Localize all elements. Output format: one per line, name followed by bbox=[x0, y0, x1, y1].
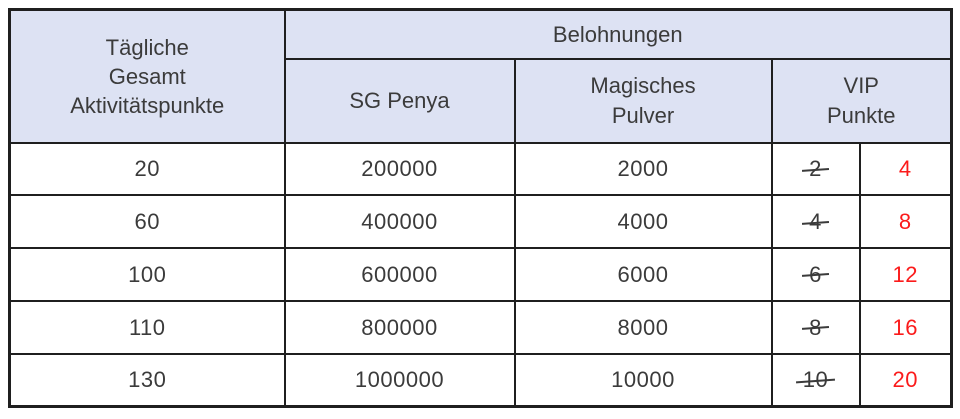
vip-old-cell bbox=[772, 301, 860, 354]
vip-new-cell: 4 bbox=[860, 143, 952, 196]
header-magic-powder bbox=[515, 59, 772, 143]
magic-powder-cell: 4000 bbox=[515, 195, 772, 248]
vip-new-cell: 8 bbox=[860, 195, 952, 248]
points-cell: 130 bbox=[10, 354, 285, 407]
header-daily-line2: Gesamt bbox=[108, 63, 186, 89]
sg-penya-cell: 1000000 bbox=[285, 354, 515, 407]
header-magic-powder-line2: Pulver bbox=[611, 102, 675, 128]
magic-powder-cell: 8000 bbox=[515, 301, 772, 354]
vip-old-cell bbox=[772, 143, 860, 196]
vip-old-value: 10 bbox=[798, 365, 833, 394]
points-cell: 110 bbox=[10, 301, 285, 354]
header-daily-line3: Aktivitätspunkte bbox=[70, 92, 225, 118]
header-vip-line2: Punkte bbox=[827, 102, 896, 128]
header-row-rewards bbox=[10, 10, 952, 59]
points-cell: 60 bbox=[10, 195, 285, 248]
vip-old-value: 2 bbox=[804, 154, 827, 183]
header-vip-line1: VIP bbox=[843, 73, 879, 99]
header-vip-points bbox=[772, 59, 952, 143]
header-sg-penya: SG Penya bbox=[285, 59, 515, 143]
header-rewards: Belohnungen bbox=[285, 10, 952, 59]
vip-old-value: 4 bbox=[804, 207, 827, 236]
magic-powder-cell: 10000 bbox=[515, 354, 772, 407]
vip-old-value: 6 bbox=[804, 260, 827, 289]
vip-new-cell: 20 bbox=[860, 354, 952, 407]
header-magic-powder-line1: Magisches bbox=[590, 73, 696, 99]
sg-penya-cell: 400000 bbox=[285, 195, 515, 248]
magic-powder-cell: 6000 bbox=[515, 248, 772, 301]
vip-old-value: 8 bbox=[804, 313, 827, 342]
sg-penya-cell: 600000 bbox=[285, 248, 515, 301]
table-row bbox=[10, 195, 952, 248]
vip-old-cell bbox=[772, 354, 860, 407]
table-row bbox=[10, 248, 952, 301]
table-row bbox=[10, 354, 952, 407]
header-daily-total-activity-points bbox=[10, 10, 285, 143]
vip-new-cell: 16 bbox=[860, 301, 952, 354]
header-daily-line1: Tägliche bbox=[105, 34, 189, 60]
vip-new-cell: 12 bbox=[860, 248, 952, 301]
vip-old-cell bbox=[772, 248, 860, 301]
magic-powder-cell: 2000 bbox=[515, 143, 772, 196]
vip-old-cell bbox=[772, 195, 860, 248]
points-cell: 100 bbox=[10, 248, 285, 301]
rewards-table bbox=[8, 8, 953, 408]
table-row bbox=[10, 143, 952, 196]
sg-penya-cell: 200000 bbox=[285, 143, 515, 196]
points-cell: 20 bbox=[10, 143, 285, 196]
sg-penya-cell: 800000 bbox=[285, 301, 515, 354]
table-row bbox=[10, 301, 952, 354]
